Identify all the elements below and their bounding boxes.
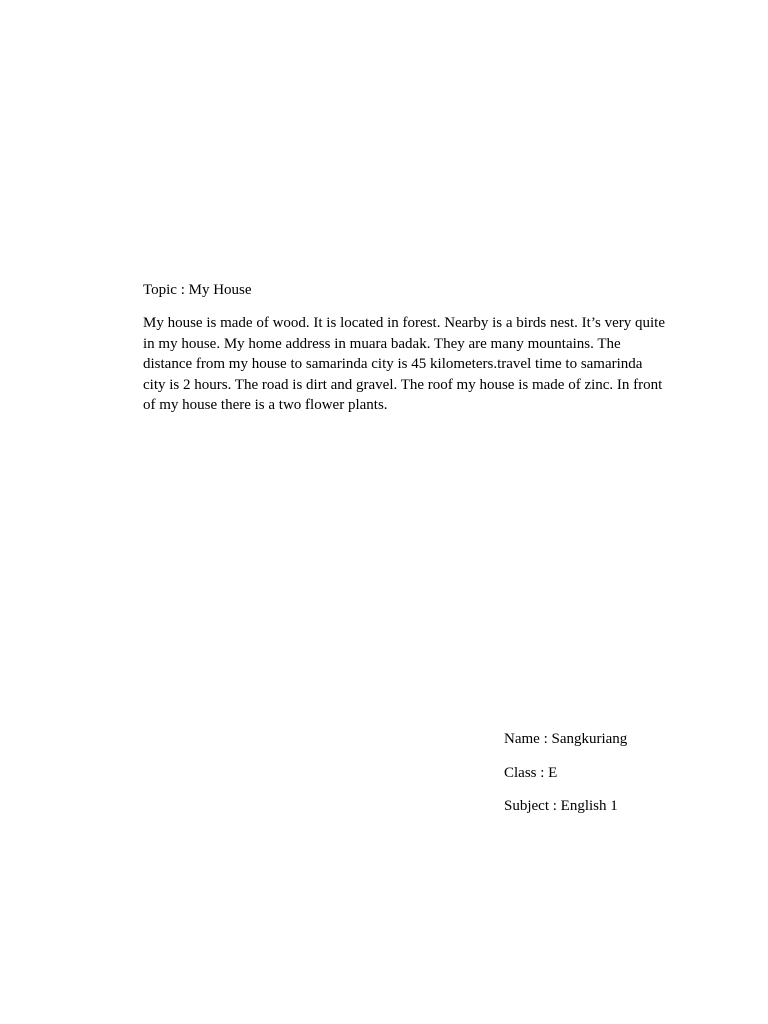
topic-heading: Topic : My House [143,282,252,298]
student-name: Name : Sangkuriang [504,731,628,747]
student-info [504,729,754,816]
essay-paragraph: My house is made of wood. It is located in forest. Nearby is a birds nest. It’s very quite in my house. My home address in muara badak. They are many mountains. The distance from my house to samarinda city is 45 kilometers.travel time to samarinda city is 2 hours. The road is dirt and gravel. The roof my house is made of zinc. In front of my house there is a two flower plants. [143,315,665,413]
student-subject: Subject : English 1 [504,798,618,814]
student-class: Class : E [504,764,558,781]
